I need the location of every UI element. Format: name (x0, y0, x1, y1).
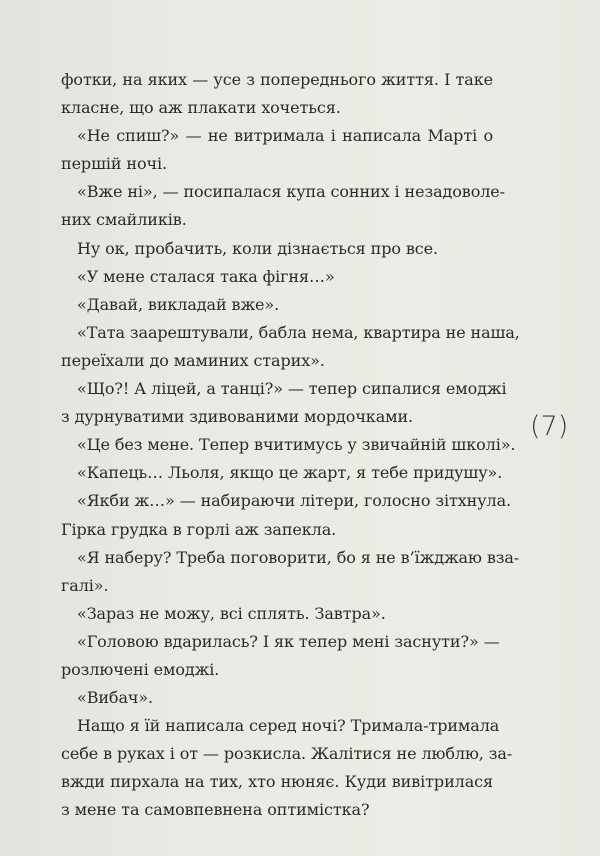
text-line: «Що?! А ліцей, а танці?» — тепер сипалися емоджі (77, 379, 507, 399)
page-text (61, 66, 520, 825)
text-line: «Капець… Льоля, якщо це жарт, я тебе придушу». (77, 463, 503, 483)
text-line: розлючені емоджі. (61, 659, 220, 679)
text-line: галі». (61, 575, 109, 595)
text-line: «Тата заарештували, бабла нема, квартира не наша, (77, 322, 520, 342)
text-line: «Я наберу? Треба поговорити, бо я не в’їжджаю вза- (77, 547, 520, 567)
text-line: з мене та самовпевнена оптимістка? (61, 800, 370, 820)
text-line: «У мене сталася така фігня…» (77, 266, 335, 286)
text-line: переїхали до маминих старих». (61, 350, 325, 370)
text-line: «Це без мене. Тепер вчитимусь у звичайній школі». (77, 435, 516, 455)
text-line: Гірка грудка в горлі аж запекла. (61, 519, 337, 539)
text-line: з дурнуватими здивованими мордочками. (61, 407, 414, 427)
text-line: Нащо я їй написала серед ночі? Тримала-тримала (77, 716, 500, 736)
text-line: «Давай, викладай вже». (77, 294, 280, 314)
text-line: «Якби ж…» — набираючи літери, голосно зітхнула. (77, 491, 512, 511)
text-line: «Зараз не можу, всі сплять. Завтра». (77, 603, 386, 623)
page-number: (7) (530, 411, 569, 442)
text-line: фотки, на яких — усе з попереднього життя. І таке (61, 70, 493, 89)
text-line: вжди пирхала на тих, хто нюняє. Куди вивітрилася (61, 772, 493, 792)
text-line: себе в руках і от — розкисла. Жалітися не люблю, за- (61, 744, 513, 764)
text-line: «Вибач». (77, 688, 154, 708)
text-line: «Головою вдарилась? І як тепер мені заснути?» — (77, 631, 500, 651)
text-line: Ну ок, пробачить, коли дізнається про все. (77, 238, 439, 258)
text-line: них смайликів. (61, 210, 187, 230)
text-line: «Не спиш?» — не витримала і написала Марті о (77, 126, 493, 146)
text-line: класне, що аж плакати хочеться. (61, 98, 341, 118)
text-line: першій ночі. (61, 154, 167, 174)
text-line: «Вже ні», — посипалася купа сонних і незадоволе- (77, 182, 505, 202)
